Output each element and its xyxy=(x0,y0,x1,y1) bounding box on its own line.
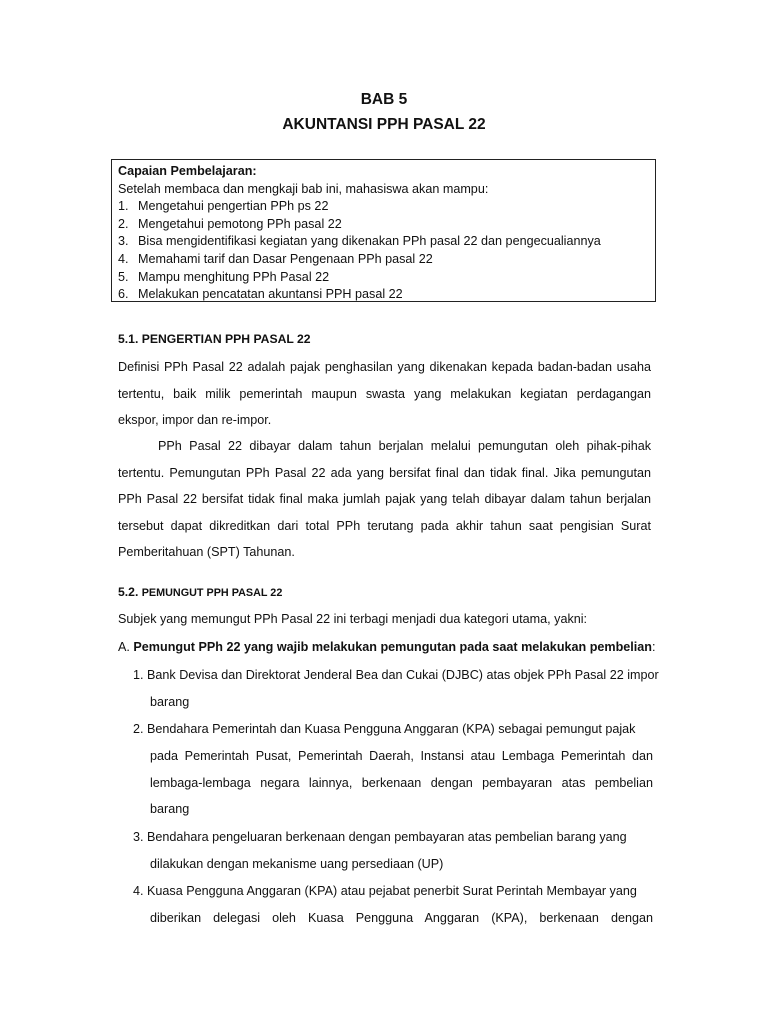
paragraph-line: Pemberitahuan (SPT) Tahunan. xyxy=(118,545,295,560)
section-number: 5.2. xyxy=(118,585,139,599)
objective-text: Memahami tarif dan Dasar Pengenaan PPh pasal 22 xyxy=(138,251,433,266)
paragraph-line: ekspor, impor dan re-impor. xyxy=(118,413,272,428)
objective-number: 5. xyxy=(118,269,129,284)
collector-item-3 xyxy=(133,824,653,878)
paragraph-line: PPh Pasal 22 bersifat tidak final maka jumlah pajak yang telah dibayar dalam tahun berjalan xyxy=(118,492,651,507)
objective-item xyxy=(118,216,649,234)
category-a-heading xyxy=(118,639,656,655)
section-heading-5-1: 5.1. PENGERTIAN PPH PASAL 22 xyxy=(118,332,311,346)
item-first-line: 3. Bendahara pengeluaran berkenaan dengan pembayaran atas pembelian barang yang xyxy=(133,830,627,844)
objective-item xyxy=(118,286,649,304)
item-first-line: 4. Kuasa Pengguna Anggaran (KPA) atau pejabat penerbit Surat Perintah Membayar yang xyxy=(133,884,637,898)
paragraph-line: tertentu, baik milik pemerintah maupun swasta yang melakukan kegiatan perdagangan xyxy=(118,386,651,401)
item-continuation: diberikan delegasi oleh Kuasa Pengguna Anggaran (KPA), berkenaan dengan xyxy=(150,910,653,925)
objectives-intro: Setelah membaca dan mengkaji bab ini, mahasiswa akan mampu: xyxy=(118,181,489,196)
objective-number: 6. xyxy=(118,287,129,302)
item-continuation: pada Pemerintah Pusat, Pemerintah Daerah, Instansi atau Lembaga Pemerintah dan xyxy=(150,748,653,763)
objective-text: Melakukan pencatatan akuntansi PPH pasal 22 xyxy=(138,287,403,302)
objective-number: 1. xyxy=(118,199,129,214)
objective-text: Bisa mengidentifikasi kegiatan yang dikenakan PPh pasal 22 dan pengecualiannya xyxy=(138,234,601,249)
item-continuation: barang xyxy=(150,694,190,709)
item-first-line: 2. Bendahara Pemerintah dan Kuasa Pengguna Anggaran (KPA) sebagai pemungut pajak xyxy=(133,722,636,736)
objective-item xyxy=(118,198,649,216)
section-title: PEMUNGUT PPH PASAL 22 xyxy=(141,587,283,599)
paragraph-line: tersebut dapat dikreditkan dari total PPh terutang pada akhir tahun saat pengisian Surat xyxy=(118,518,651,533)
objective-number: 3. xyxy=(118,234,129,249)
chapter-title: AKUNTANSI PPH PASAL 22 xyxy=(282,116,486,133)
objective-number: 4. xyxy=(118,251,129,266)
objectives-heading: Capaian Pembelajaran: xyxy=(118,164,257,178)
collector-item-4 xyxy=(133,878,653,932)
collector-item-2 xyxy=(133,716,653,823)
section-2-intro: Subjek yang memungut PPh Pasal 22 ini terbagi menjadi dua kategori utama, yakni: xyxy=(118,612,588,626)
objectives-list xyxy=(118,198,649,304)
item-continuation: dilakukan dengan mekanisme uang persediaan (UP) xyxy=(150,856,444,871)
paragraph-line: PPh Pasal 22 dibayar dalam tahun berjalan melalui pemungutan oleh pihak-pihak xyxy=(158,439,651,453)
section-1-paragraph-1 xyxy=(118,354,651,434)
objective-item xyxy=(118,269,649,287)
category-a-title: Pemungut PPh 22 yang wajib melakukan pemungutan pada saat melakukan pembelian xyxy=(133,640,652,654)
paragraph-line: Definisi PPh Pasal 22 adalah pajak penghasilan yang dikenakan kepada badan-badan usaha xyxy=(118,360,651,374)
objective-item xyxy=(118,251,649,269)
category-a-colon: : xyxy=(652,640,656,654)
item-continuation: lembaga-lembaga negara lainnya, berkenaan dengan pembayaran atas pembelian xyxy=(150,775,653,790)
paragraph-line: tertentu. Pemungutan PPh Pasal 22 ada yang bersifat final dan tidak final. Jika pemungutan xyxy=(118,465,651,480)
chapter-number: BAB 5 xyxy=(360,91,408,108)
objective-item xyxy=(118,233,649,251)
section-heading-5-2 xyxy=(118,584,282,601)
objective-text: Mengetahui pemotong PPh pasal 22 xyxy=(138,216,342,231)
section-1-paragraph-2 xyxy=(118,433,651,566)
category-a-prefix: A. xyxy=(118,640,130,654)
objective-text: Mengetahui pengertian PPh ps 22 xyxy=(138,199,329,214)
item-first-line: 1. Bank Devisa dan Direktorat Jenderal Bea dan Cukai (DJBC) atas objek PPh Pasal 22 impor xyxy=(133,668,659,682)
collector-item-1 xyxy=(133,662,659,716)
objective-text: Mampu menghitung PPh Pasal 22 xyxy=(138,269,330,284)
item-continuation: barang xyxy=(150,802,190,817)
objective-number: 2. xyxy=(118,216,129,231)
learning-objectives-box xyxy=(111,159,656,302)
